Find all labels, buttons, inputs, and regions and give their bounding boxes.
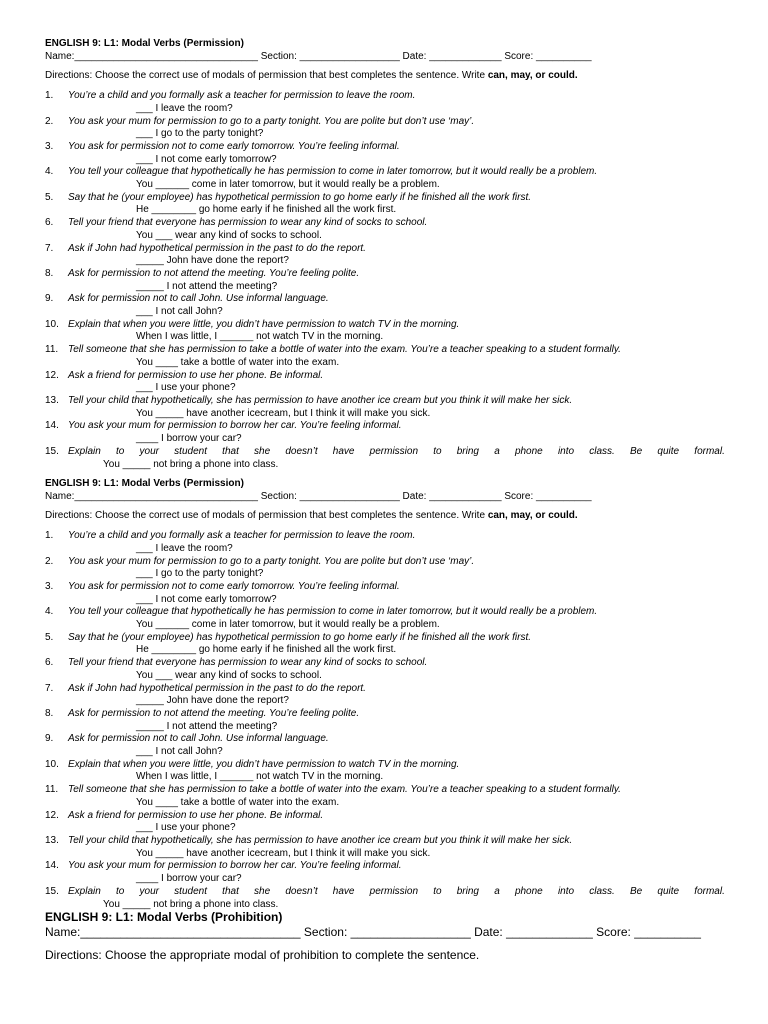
worksheet-title: ENGLISH 9: L1: Modal Verbs (Permission) bbox=[45, 478, 244, 489]
question-line bbox=[45, 370, 725, 383]
question-line bbox=[45, 556, 725, 569]
question-line bbox=[45, 683, 725, 696]
question-line bbox=[45, 166, 725, 179]
question-item bbox=[45, 268, 725, 293]
question-item bbox=[45, 319, 725, 344]
question-text: You ask your mum for permission to go to a party tonight. You are polite but don’t use ‘may’. bbox=[68, 115, 475, 127]
answer-line: You ____ take a bottle of water into the exam. bbox=[136, 356, 340, 368]
question-item bbox=[45, 886, 725, 911]
question-line bbox=[45, 810, 725, 823]
question-text: You tell your colleague that hypothetically he has permission to come in later tomorrow, but it would really be a problem. bbox=[68, 606, 598, 618]
question-number: 7. bbox=[45, 682, 54, 694]
question-line bbox=[45, 581, 725, 594]
question-number: 1. bbox=[45, 90, 54, 102]
question-text: Tell your child that hypothetically, she has permission to have another ice cream but you think it will make her sick. bbox=[68, 834, 573, 846]
question-line bbox=[45, 420, 725, 433]
question-text: You ask your mum for permission to borrow her car. You’re feeling informal. bbox=[68, 860, 402, 872]
question-line bbox=[45, 243, 725, 256]
question-line bbox=[45, 116, 725, 129]
question-line bbox=[45, 319, 725, 332]
answer-line: ____ I borrow your car? bbox=[136, 433, 242, 445]
answer-line: ___ I not come early tomorrow? bbox=[136, 593, 277, 605]
question-text: Ask if John had hypothetical permission in the past to do the report. bbox=[68, 682, 366, 694]
question-text: You ask your mum for permission to go to a party tonight. You are polite but don’t use ‘may’. bbox=[68, 555, 475, 567]
question-item bbox=[45, 632, 725, 657]
question-text: Ask a friend for permission to use her phone. Be informal. bbox=[68, 809, 324, 821]
answer-line: You _____ not bring a phone into class. bbox=[103, 898, 279, 910]
answer-line: You _____ have another icecream, but I think it will make you sick. bbox=[136, 407, 431, 419]
question-item bbox=[45, 708, 725, 733]
answer-line: He ________ go home early if he finished all the work first. bbox=[136, 644, 397, 656]
answer-line: You ______ come in later tomorrow, but it would really be a problem. bbox=[136, 619, 440, 631]
question-line bbox=[45, 446, 725, 459]
question-item bbox=[45, 657, 725, 682]
directions-text: Directions: Choose the correct use of modals of permission that best completes the sentence. Write bbox=[45, 70, 488, 82]
question-number: 5. bbox=[45, 191, 54, 203]
question-item bbox=[45, 606, 725, 631]
question-number: 2. bbox=[45, 115, 54, 127]
answer-line: ___ I not come early tomorrow? bbox=[136, 153, 277, 165]
question-text: Explain that when you were little, you didn’t have permission to watch TV in the morning. bbox=[68, 758, 460, 770]
question-number: 13. bbox=[45, 834, 59, 846]
question-text: Ask for permission to not attend the meeting. You’re feeling polite. bbox=[68, 707, 360, 719]
question-number: 10. bbox=[45, 318, 59, 330]
question-number: 10. bbox=[45, 758, 59, 770]
question-number: 7. bbox=[45, 242, 54, 254]
answer-line: _____ I not attend the meeting? bbox=[136, 720, 278, 732]
question-text: Ask for permission not to call John. Use informal language. bbox=[68, 733, 329, 745]
question-text: You’re a child and you formally ask a teacher for permission to leave the room. bbox=[68, 90, 416, 102]
directions-modal-choices: can, may, or could. bbox=[487, 70, 578, 82]
question-item bbox=[45, 192, 725, 217]
question-text: You ask for permission not to come early tomorrow. You’re feeling informal. bbox=[68, 140, 400, 152]
question-text: You ask for permission not to come early tomorrow. You’re feeling informal. bbox=[68, 580, 400, 592]
question-text: Ask for permission to not attend the meeting. You’re feeling polite. bbox=[68, 267, 360, 279]
permission-worksheet-2 bbox=[45, 478, 725, 911]
question-number: 6. bbox=[45, 217, 54, 229]
question-line bbox=[45, 886, 725, 899]
question-text: Ask if John had hypothetical permission in the past to do the report. bbox=[68, 242, 366, 254]
question-text: Explain to your student that she doesn’t have permission to bring a phone into class. Be quite formal. bbox=[68, 885, 725, 897]
question-list bbox=[45, 90, 725, 471]
answer-line: _____ I not attend the meeting? bbox=[136, 280, 278, 292]
question-text: You ask your mum for permission to borrow her car. You’re feeling informal. bbox=[68, 420, 402, 432]
answer-line: You _____ have another icecream, but I think it will make you sick. bbox=[136, 847, 431, 859]
question-item bbox=[45, 860, 725, 885]
answer-line: ___ I use your phone? bbox=[136, 382, 236, 394]
answer-line: You _____ not bring a phone into class. bbox=[103, 458, 279, 470]
question-list bbox=[45, 530, 725, 911]
question-text: Tell your friend that everyone has permission to wear any kind of socks to school. bbox=[68, 217, 428, 229]
question-item bbox=[45, 293, 725, 318]
question-number: 6. bbox=[45, 657, 54, 669]
question-text: Ask for permission not to call John. Use informal language. bbox=[68, 293, 329, 305]
answer-line: _____ John have done the report? bbox=[136, 255, 289, 267]
question-item bbox=[45, 683, 725, 708]
question-number: 8. bbox=[45, 707, 54, 719]
question-text: Ask a friend for permission to use her phone. Be informal. bbox=[68, 369, 324, 381]
question-item bbox=[45, 166, 725, 191]
question-line bbox=[45, 530, 725, 543]
question-line bbox=[45, 759, 725, 772]
answer-line: ___ I leave the room? bbox=[136, 542, 233, 554]
question-text: Tell your friend that everyone has permission to wear any kind of socks to school. bbox=[68, 657, 428, 669]
question-number: 9. bbox=[45, 293, 54, 305]
question-number: 4. bbox=[45, 166, 54, 178]
question-number: 4. bbox=[45, 606, 54, 618]
question-number: 15. bbox=[45, 445, 59, 457]
question-line bbox=[45, 141, 725, 154]
question-text: Explain to your student that she doesn’t have permission to bring a phone into class. Be quite formal. bbox=[68, 445, 725, 457]
question-line bbox=[45, 733, 725, 746]
question-line bbox=[45, 657, 725, 670]
directions-text: Directions: Choose the correct use of modals of permission that best completes the sentence. Write bbox=[45, 510, 488, 522]
name-section-date-score-line: Name:_________________________________ Section: __________________ Date: _____________ Score: __________ bbox=[45, 50, 592, 62]
question-number: 3. bbox=[45, 140, 54, 152]
question-item bbox=[45, 395, 725, 420]
answer-line: He ________ go home early if he finished all the work first. bbox=[136, 204, 397, 216]
question-item bbox=[45, 530, 725, 555]
question-item bbox=[45, 116, 725, 141]
answer-line: _____ John have done the report? bbox=[136, 695, 289, 707]
prohibition-worksheet bbox=[45, 910, 725, 970]
name-section-date-score-line: Name:_________________________________ Section: __________________ Date: _____________ Score: __________ bbox=[45, 490, 592, 502]
question-item bbox=[45, 835, 725, 860]
question-text: Say that he (your employee) has hypothetical permission to go home early if he finished all the work first. bbox=[68, 191, 532, 203]
question-line bbox=[45, 293, 725, 306]
question-item bbox=[45, 141, 725, 166]
question-line bbox=[45, 606, 725, 619]
question-item bbox=[45, 759, 725, 784]
question-text: You tell your colleague that hypothetically he has permission to come in later tomorrow, but it would really be a problem. bbox=[68, 166, 598, 178]
question-item bbox=[45, 556, 725, 581]
question-line bbox=[45, 784, 725, 797]
question-line bbox=[45, 395, 725, 408]
question-number: 1. bbox=[45, 530, 54, 542]
question-number: 12. bbox=[45, 369, 59, 381]
question-number: 15. bbox=[45, 885, 59, 897]
question-line bbox=[45, 344, 725, 357]
question-item bbox=[45, 90, 725, 115]
question-item bbox=[45, 784, 725, 809]
question-item bbox=[45, 446, 725, 471]
question-number: 11. bbox=[45, 784, 59, 796]
question-text: You’re a child and you formally ask a teacher for permission to leave the room. bbox=[68, 530, 416, 542]
question-text: Tell someone that she has permission to take a bottle of water into the exam. You’re a teacher speaking to a student formally. bbox=[68, 784, 621, 796]
question-item bbox=[45, 370, 725, 395]
answer-line: ___ I not call John? bbox=[136, 306, 223, 318]
question-number: 8. bbox=[45, 267, 54, 279]
question-line bbox=[45, 632, 725, 645]
name-section-date-score-line: Name:_________________________________ Section: __________________ Date: _____________ Score: __________ bbox=[45, 925, 701, 939]
question-number: 3. bbox=[45, 580, 54, 592]
answer-line: When I was little, I ______ not watch TV in the morning. bbox=[136, 771, 384, 783]
question-line bbox=[45, 90, 725, 103]
question-text: Say that he (your employee) has hypothetical permission to go home early if he finished all the work first. bbox=[68, 631, 532, 643]
question-text: Explain that when you were little, you didn’t have permission to watch TV in the morning. bbox=[68, 318, 460, 330]
directions bbox=[45, 510, 725, 523]
question-number: 13. bbox=[45, 394, 59, 406]
answer-line: You ___ wear any kind of socks to school. bbox=[136, 669, 322, 681]
question-number: 5. bbox=[45, 631, 54, 643]
worksheet-title: ENGLISH 9: L1: Modal Verbs (Permission) bbox=[45, 38, 244, 49]
question-line bbox=[45, 860, 725, 873]
answer-line: You ______ come in later tomorrow, but it would really be a problem. bbox=[136, 179, 440, 191]
answer-line: ___ I use your phone? bbox=[136, 822, 236, 834]
answer-line: You ___ wear any kind of socks to school. bbox=[136, 229, 322, 241]
question-item bbox=[45, 243, 725, 268]
question-text: Tell your child that hypothetically, she has permission to have another ice cream but you think it will make her sick. bbox=[68, 394, 573, 406]
question-number: 2. bbox=[45, 555, 54, 567]
question-item bbox=[45, 733, 725, 758]
question-number: 11. bbox=[45, 344, 59, 356]
question-line bbox=[45, 835, 725, 848]
question-line bbox=[45, 217, 725, 230]
question-number: 12. bbox=[45, 809, 59, 821]
question-item bbox=[45, 810, 725, 835]
answer-line: ___ I go to the party tonight? bbox=[136, 128, 264, 140]
answer-line: When I was little, I ______ not watch TV in the morning. bbox=[136, 331, 384, 343]
question-line bbox=[45, 708, 725, 721]
answer-line: ____ I borrow your car? bbox=[136, 873, 242, 885]
question-number: 14. bbox=[45, 420, 59, 432]
answer-line: ___ I leave the room? bbox=[136, 102, 233, 114]
question-line bbox=[45, 268, 725, 281]
worksheet-title: ENGLISH 9: L1: Modal Verbs (Prohibition) bbox=[45, 910, 283, 924]
permission-worksheet-1 bbox=[45, 38, 725, 471]
question-item bbox=[45, 344, 725, 369]
question-item bbox=[45, 420, 725, 445]
question-number: 9. bbox=[45, 733, 54, 745]
question-item bbox=[45, 217, 725, 242]
answer-line: ___ I not call John? bbox=[136, 746, 223, 758]
question-line bbox=[45, 192, 725, 205]
directions bbox=[45, 70, 725, 83]
question-number: 14. bbox=[45, 860, 59, 872]
answer-line: You ____ take a bottle of water into the exam. bbox=[136, 796, 340, 808]
directions-modal-choices: can, may, or could. bbox=[487, 510, 578, 522]
directions: Directions: Choose the appropriate modal of prohibition to complete the sentence. bbox=[45, 948, 480, 962]
question-text: Tell someone that she has permission to take a bottle of water into the exam. You’re a teacher speaking to a student formally. bbox=[68, 344, 621, 356]
question-item bbox=[45, 581, 725, 606]
answer-line: ___ I go to the party tonight? bbox=[136, 568, 264, 580]
